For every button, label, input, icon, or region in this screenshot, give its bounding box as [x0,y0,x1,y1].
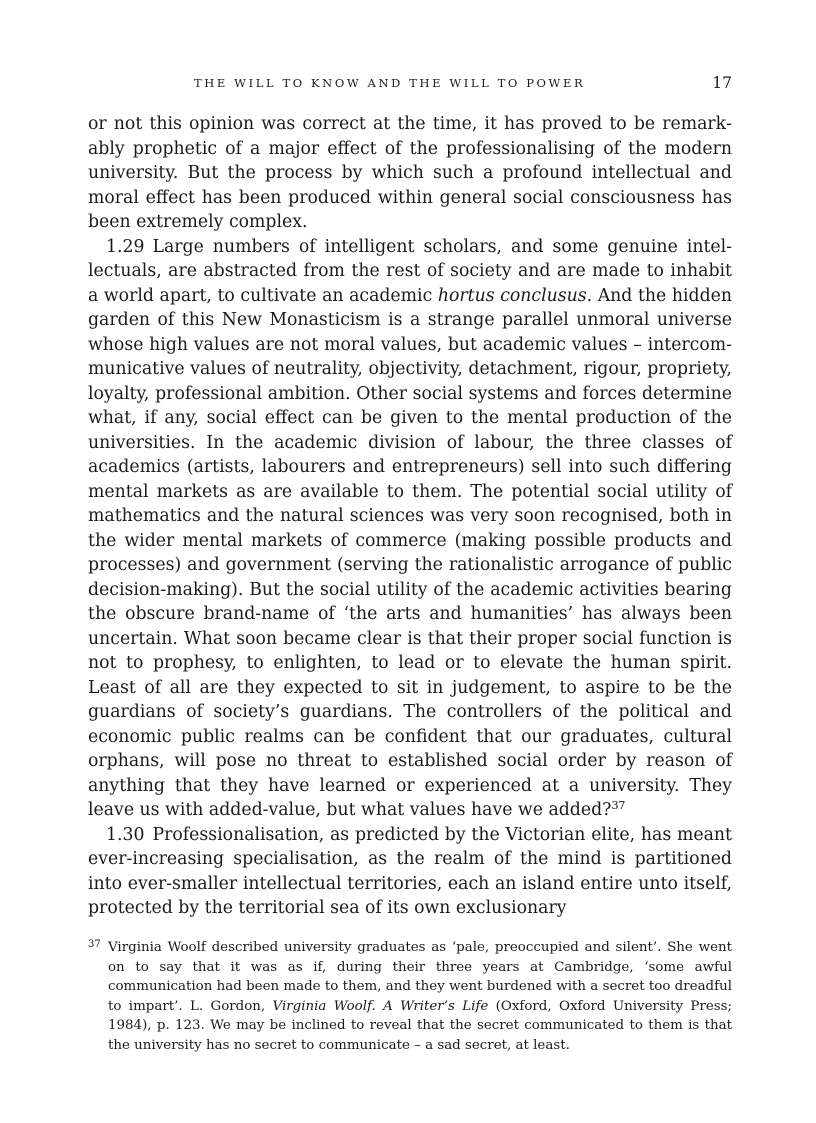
italic-phrase: hortus conclusus [437,285,587,306]
paragraph-text: or not this opinion was correct at the time, it has proved to be remarkably prophetic of a major effect of the professionalising of the modern university. But the process by which such a profound intellectual and moral effect has been produced within general social consciousness has been extremely complex. [88,114,732,232]
footnote-marker: 37 [88,939,101,950]
page-number: 17 [712,74,732,92]
footnote-reference[interactable]: 37 [611,799,626,812]
paragraph-1-30 [88,823,732,921]
footnote-text: (Oxford, Oxford University Press; 1984), p. 123. We may be inclined to reveal that the secret communicated to them is that the university has no secret to communicate – a sad secret, at least. [108,998,733,1053]
footnote [88,938,732,1056]
running-head: THE WILL TO KNOW AND THE WILL TO POWER [194,76,586,90]
paragraph-number: 1.29 [106,236,145,257]
italic-title: Virginia Woolf. A Writer’s Life [272,998,489,1014]
footnotes [88,938,732,1056]
paragraph-text: Professionalisation, as predicted by the Victorian elite, has meant ever-increasing specialisation, as the realm of the mind is partitioned into ever-smaller intellectual territories, each an island entire unto itself, protected by the territorial sea of its own exclusionary [88,824,732,918]
page-header [88,76,732,96]
paragraph-number: 1.30 [106,824,145,845]
paragraph-1-29 [88,235,732,823]
paragraph [88,112,732,235]
paragraph-text: . And the hidden garden of this New Monasticism is a strange parallel unmoral universe whose high values are not moral values, but academic values – intercommunicative values of neutrality, objectivity, detachment, rigour, propriety, loyalty, professional ambition. Other social systems and forces determine what, if any, social effect can be given to the mental production of the universities. In the academic division of labour, the three classes of academics (artists, labourers and entrepreneurs) sell into such differing mental markets as are available to them. The potential social utility of mathematics and the natural sciences was very soon recognised, both in the wider mental markets of commerce (making possible products and processes) and government (serving the rationalistic arrogance of public decision-making). But the social utility of the academic activities bearing the obscure brand-name of ‘the arts and humanities’ has always been uncertain. What soon became clear is that their proper social function is not to prophesy, to enlighten, to lead or to elevate the human spirit. Least of all are they expected to sit in judgement, to aspire to be the guardians of society’s guardians. The controllers of the political and economic public realms can be confident that our graduates, cultural orphans, will pose no threat to established social order by reason of anything that they have learned or experienced at a university. They leave us with added-value, but what values have we added? [88,285,732,820]
footnote-text: Virginia Woolf described university graduates as ‘pale, preoccupied and silent’. She went on to say that it was as if, during their three years at Cambridge, ‘some awful communication had been made to them, and they went burdened with a secret too dreadful to impart’. L. Gordon, [108,940,732,1014]
paragraph-text: Large numbers of intelligent scholars, and some genuine intellectuals, are abstracted from the rest of society and are made to inhabit a world apart, to cultivate an academic [88,236,732,306]
body-text [88,112,732,921]
